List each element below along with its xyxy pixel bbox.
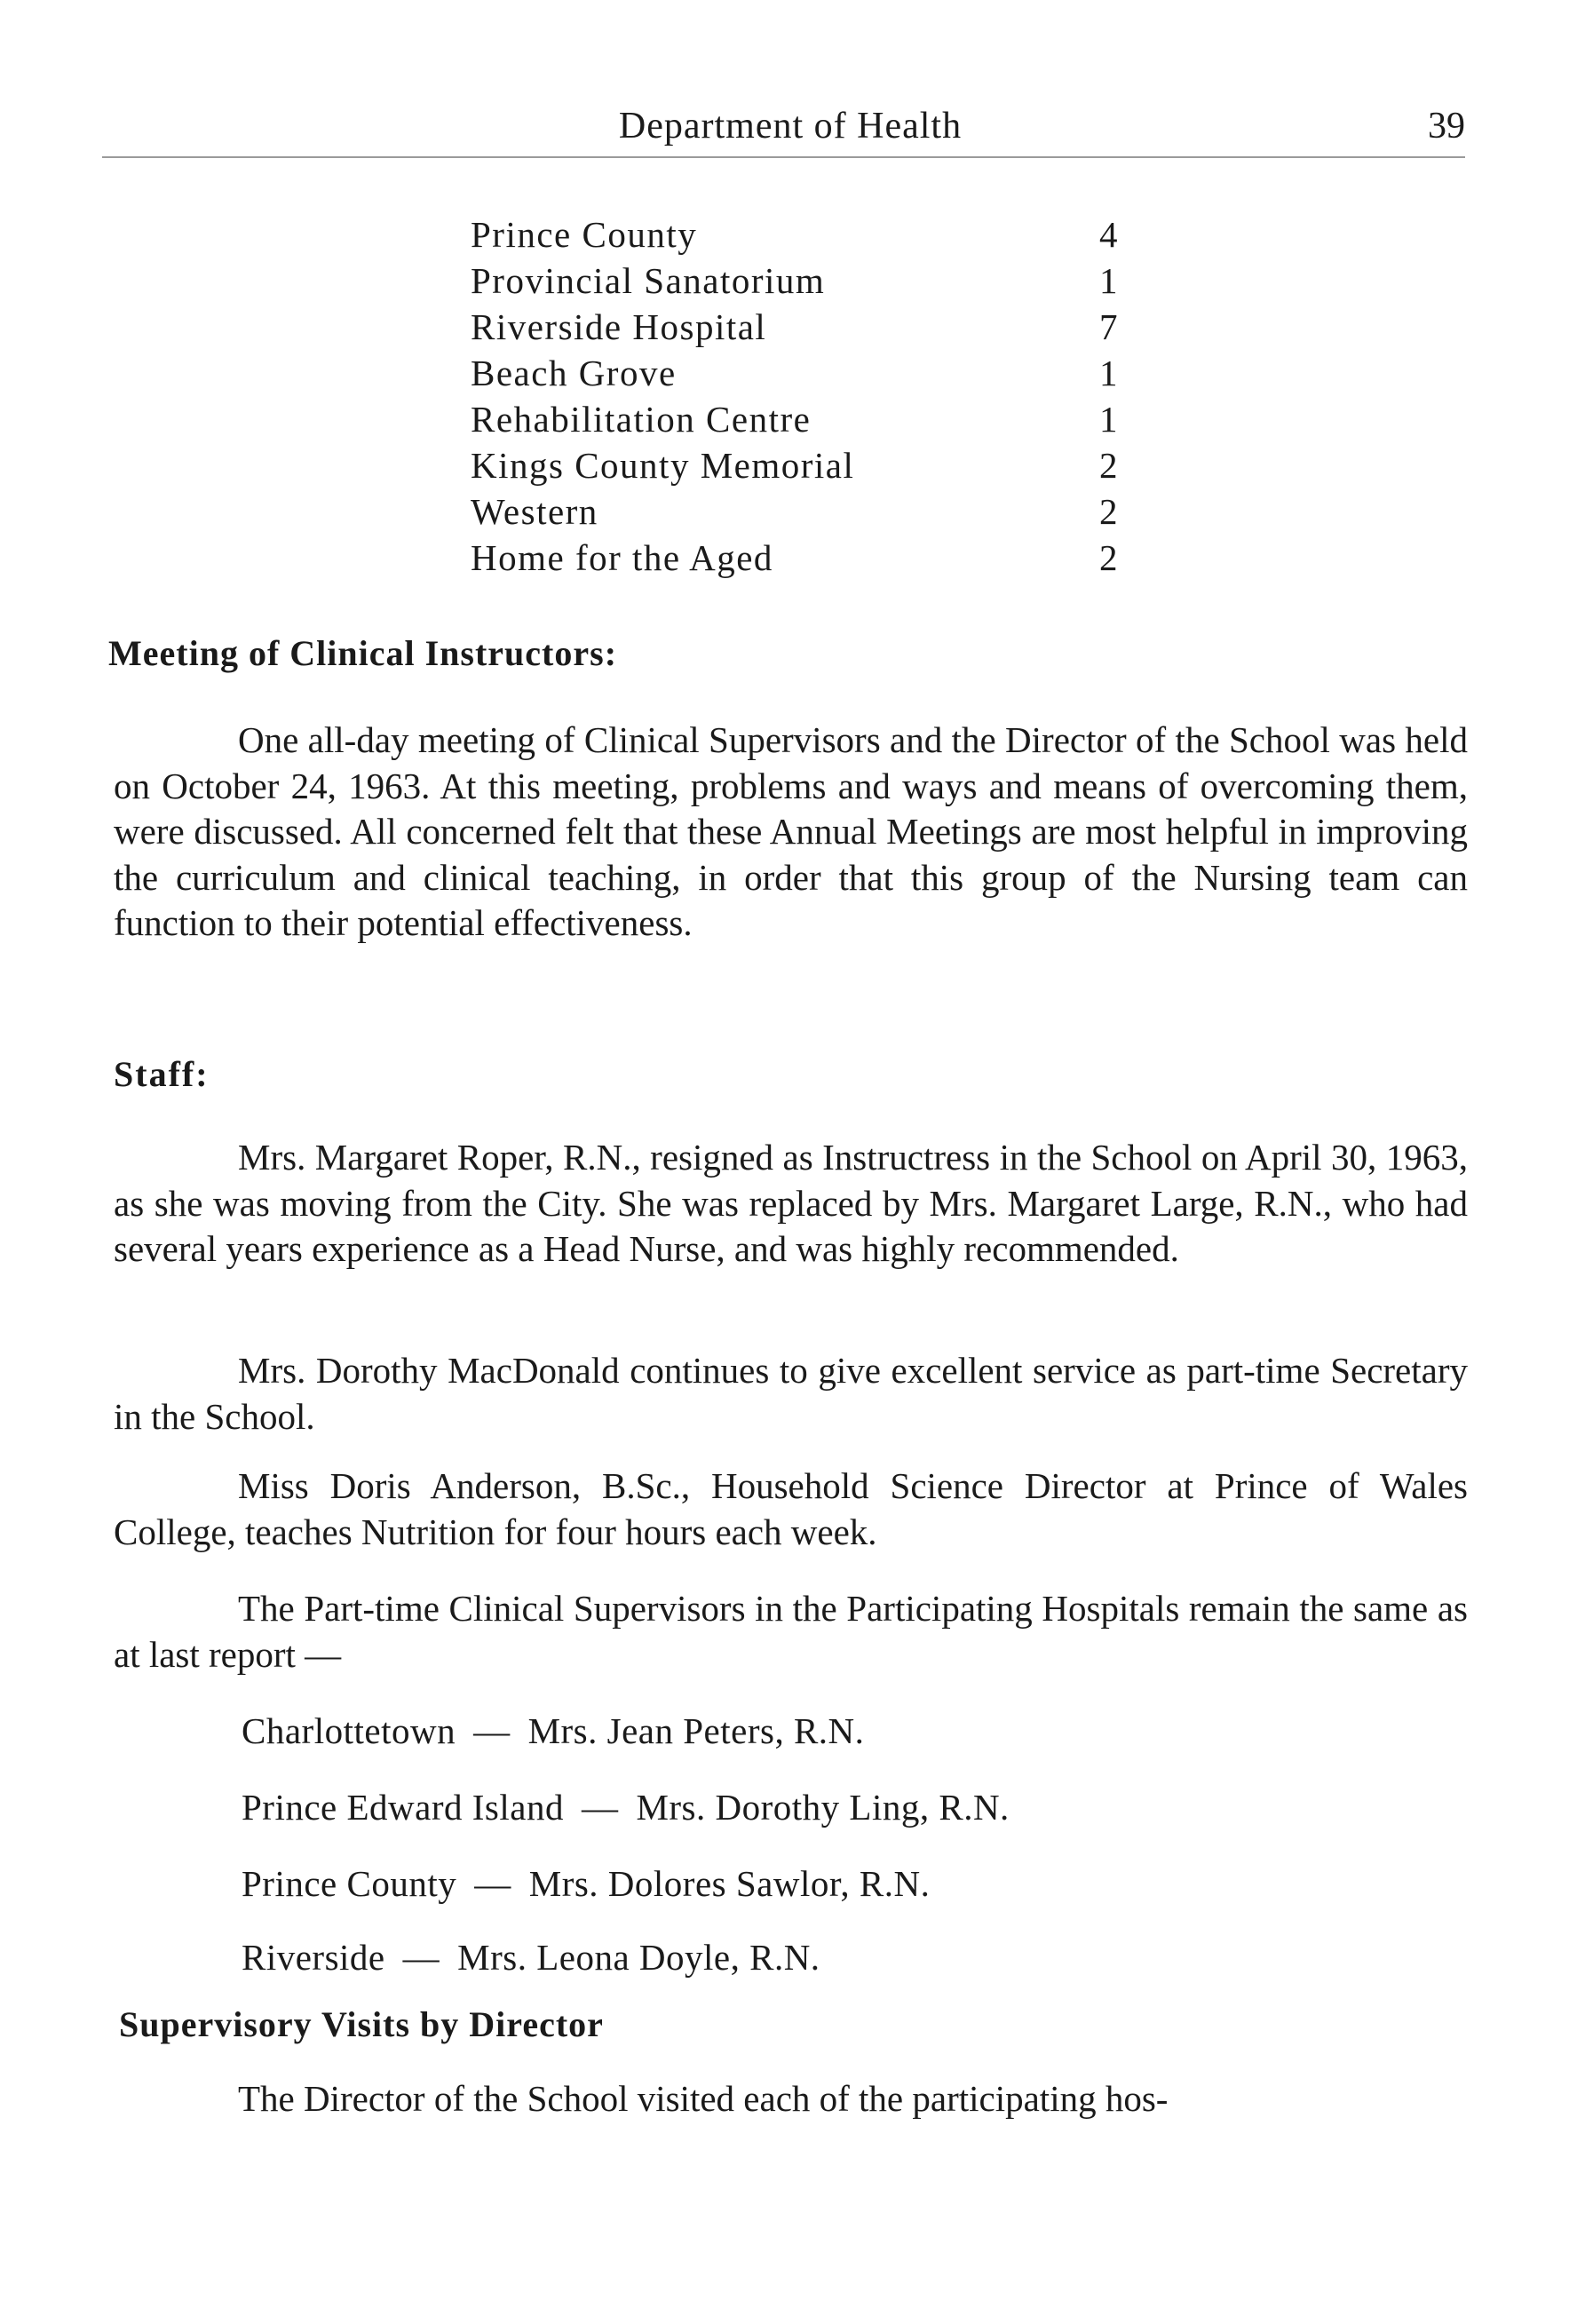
hospital-name: Provincial Sanatorium bbox=[471, 260, 826, 301]
running-title: Department of Health bbox=[618, 106, 963, 147]
supervisor-name: Mrs. Leona Doyle, R.N. bbox=[457, 1937, 820, 1978]
hospital-name: Western bbox=[471, 491, 598, 532]
hospital-count: 1 bbox=[1099, 260, 1119, 301]
meeting-paragraph: One all-day meeting of Clinical Supervisors and the Director of the School was held on October 24, 1963. At this meeting, problems and ways and means of overcoming them, were discussed. All concerned felt that these Annual Meetings are most helpful in improving the curriculum and clinical teaching, in order that this group of the Nursing team can function to their potential effectiveness. bbox=[114, 719, 1468, 943]
supervisor-line bbox=[242, 1862, 930, 1905]
page-number: 39 bbox=[1428, 106, 1465, 147]
supervisor-name: Mrs. Jean Peters, R.N. bbox=[527, 1710, 865, 1751]
em-dash: — bbox=[402, 1937, 440, 1978]
supervisor-hospital: Riverside bbox=[242, 1937, 385, 1978]
supervisor-hospital: Charlottetown bbox=[242, 1710, 456, 1751]
hospital-count: 4 bbox=[1099, 214, 1119, 255]
em-dash: — bbox=[581, 1787, 619, 1828]
supervisor-name: Mrs. Dolores Sawlor, R.N. bbox=[528, 1863, 931, 1904]
supervisor-hospital: Prince Edward Island bbox=[242, 1787, 564, 1828]
supervisor-name: Mrs. Dorothy Ling, R.N. bbox=[636, 1787, 1010, 1828]
table-row bbox=[471, 396, 1119, 442]
supervisor-hospital: Prince County bbox=[242, 1863, 457, 1904]
hospital-count: 2 bbox=[1099, 445, 1119, 486]
hospital-count: 2 bbox=[1099, 491, 1119, 532]
meeting-heading: Meeting of Clinical Instructors: bbox=[108, 633, 618, 673]
hospital-name: Beach Grove bbox=[471, 353, 677, 393]
em-dash: — bbox=[474, 1863, 511, 1904]
hospital-name: Prince County bbox=[471, 214, 698, 255]
visits-heading: Supervisory Visits by Director bbox=[119, 2004, 604, 2044]
visits-paragraph: The Director of the School visited each of the participating hos- bbox=[238, 2078, 1169, 2119]
hospital-count: 7 bbox=[1099, 306, 1119, 347]
hospital-name: Rehabilitation Centre bbox=[471, 399, 812, 440]
table-row bbox=[471, 304, 1119, 350]
header-rule bbox=[102, 156, 1465, 158]
table-row bbox=[471, 488, 1119, 535]
table-row bbox=[471, 350, 1119, 396]
hospital-name: Riverside Hospital bbox=[471, 306, 767, 347]
em-dash: — bbox=[473, 1710, 511, 1751]
hospital-name: Home for the Aged bbox=[471, 537, 773, 578]
staff-heading: Staff: bbox=[114, 1054, 210, 1094]
supervisor-line bbox=[242, 1786, 1010, 1828]
staff-paragraph-roper: Mrs. Margaret Roper, R.N., resigned as Instructress in the School on April 30, 1963, as she was moving from the City. She was replaced by Mrs. Margaret Large, R.N., who had several years experience as a Head Nurse, and was highly recommended. bbox=[114, 1137, 1468, 1269]
staff-paragraph-supervisors: The Part-time Clinical Supervisors in the Participating Hospitals remain the same as at last report — bbox=[114, 1588, 1468, 1675]
table-row bbox=[471, 258, 1119, 304]
table-row bbox=[471, 442, 1119, 488]
hospital-count: 1 bbox=[1099, 353, 1119, 393]
hospital-count-table bbox=[471, 211, 1119, 581]
supervisor-line bbox=[242, 1709, 864, 1752]
supervisor-line bbox=[242, 1936, 820, 1979]
staff-paragraph-macdonald: Mrs. Dorothy MacDonald continues to give excellent service as part-time Secretary in the School. bbox=[114, 1350, 1468, 1437]
table-row bbox=[471, 535, 1119, 581]
hospital-name: Kings County Memorial bbox=[471, 445, 855, 486]
table-row bbox=[471, 211, 1119, 258]
staff-paragraph-anderson: Miss Doris Anderson, B.Sc., Household Science Director at Prince of Wales College, teaches Nutrition for four hours each week. bbox=[114, 1465, 1468, 1552]
hospital-count: 2 bbox=[1099, 537, 1119, 578]
running-header bbox=[115, 105, 1465, 158]
hospital-count: 1 bbox=[1099, 399, 1119, 440]
